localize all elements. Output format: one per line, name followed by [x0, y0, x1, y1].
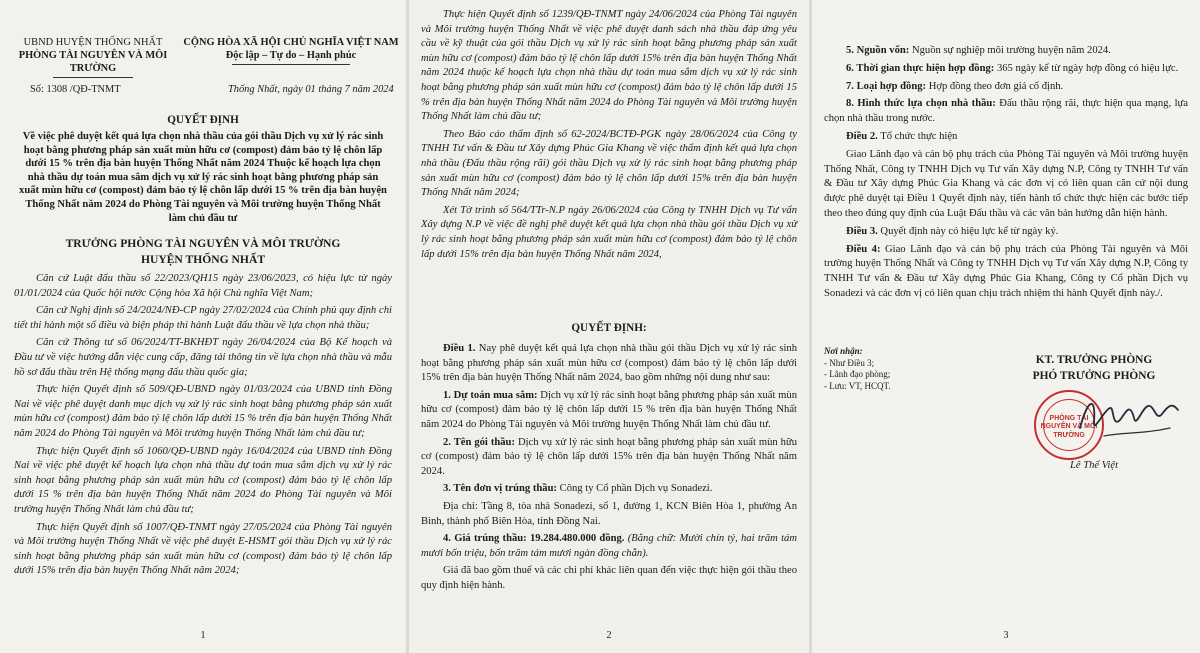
- recipients: [824, 346, 974, 392]
- decision-body: [421, 342, 797, 597]
- article-text: Tổ chức thực hiện: [877, 130, 958, 142]
- article-2: [824, 130, 1188, 145]
- authority-line-2: HUYỆN THỐNG NHẤT: [140, 253, 266, 266]
- national-motto: [180, 36, 402, 65]
- document-number: Số: 1308 /QĐ-TNMT: [30, 84, 121, 95]
- clause-8: [824, 97, 1188, 127]
- clause-text: Nguồn sự nghiệp môi trường huyện năm 2024.: [909, 45, 1111, 56]
- clause-label: 7. Loại hợp đồng:: [846, 80, 927, 92]
- clause-text: Hợp đồng theo đơn giá cố định.: [926, 80, 1064, 92]
- article-text: Giao Lãnh đạo và cán bộ phụ trách của Phòng Tài nguyên và Môi trường huyện Thống Nhất và Công ty TNHH Dịch vụ Tư vấn Xây dựng N.P, Công ty TNHH Tư vấn & Đầu tư Xây dựng Phúc Gia Khang, Công ty Cổ phần Dịch vụ Sonadezi và các đơn vị có liên quan chịu trách nhiệm thi hành Quyết định này./.: [824, 243, 1188, 299]
- document-subject: Về việc phê duyệt kết quả lựa chọn nhà thầu của gói thầu Dịch vụ xử lý rác sinh hoạt bằng phương pháp sản xuất mùn hữu cơ (compost) đảm bảo tỷ lệ chôn lấp dưới 15 % trên địa bàn huyện Thống Nhất năm 2024 Thuộc kế hoạch lựa chọn nhà thầu dự toán mua sắm dịch vụ xử lý rác sinh hoạt bằng phương pháp sản xuất mùn hữu cơ (compost) đảm bảo tỷ lệ chôn lấp dưới 15 % trên địa bàn huyện Thống Nhất năm 2024 do Phòng Tài nguyên và Môi trường huyện Thống Nhất làm chủ đầu tư: [19, 131, 387, 224]
- clause-label: 8. Hình thức lựa chọn nhà thầu:: [846, 98, 996, 110]
- authority-line-1: TRƯỞNG PHÒNG TÀI NGUYÊN VÀ MÔI TRƯỜNG: [65, 237, 341, 250]
- clause-text: Dịch vụ xử lý rác sinh hoạt bằng phương pháp sản xuất mùn hữu cơ (compost) đảm bảo tỷ lệ chôn lấp dưới 15 % trên địa bàn huyện Thống Nhất năm 2024 do Phòng Tài nguyên và Môi trường huyện Thống Nhất làm chủ đầu tư.: [421, 389, 797, 430]
- clause-label: 3. Tên đơn vị trúng thầu:: [443, 483, 557, 495]
- handwritten-signature: [1074, 388, 1184, 448]
- article-2-body: Giao Lãnh đạo và cán bộ phụ trách của Phòng Tài nguyên và Môi trường huyện Thống Nhất, Công ty TNHH Dịch vụ Tư vấn Xây dựng N.P, Công ty TNHH Tư vấn & Đầu tư Xây dựng Phúc Gia Khang và các đơn vị có liên quan căn cứ nội dung được phê duyệt tại Điều 1 Quyết định này, tiến hành tổ chức thực hiện các bước tiếp theo theo đúng quy định của Luật Đấu thầu và các văn bản hướng dẫn hiện hành.: [824, 148, 1188, 219]
- article-label: Điều 2.: [846, 130, 878, 142]
- legal-basis-item: Thực hiện Quyết định số 1060/QĐ-UBND ngày 16/04/2024 của UBND tỉnh Đồng Nai về việc phê duyệt kế hoạch lựa chọn nhà thầu dự toán mua sắm dịch vụ xử lý rác sinh hoạt bằng phương pháp sản xuất mùn hữu cơ (compost) đảm bảo tỷ lệ chôn lấp dưới 15 % trên địa bàn huyện Thống Nhất năm 2024 do Phòng Tài nguyên và Môi trường huyện Thống Nhất làm chủ đầu tư;: [14, 445, 392, 515]
- recipient-item: - Lãnh đạo phòng;: [824, 369, 891, 380]
- clause-2: [421, 436, 797, 480]
- page-number: 3: [1003, 630, 1009, 641]
- recipients-title: Nơi nhận:: [824, 346, 863, 356]
- stamp-text: PHÒNG TÀI NGUYÊN VÀ MÔI TRƯỜNG: [1040, 415, 1098, 439]
- legal-basis-item: Căn cứ Luật đấu thầu số 22/2023/QH15 ngày 23/06/2023, có hiệu lực từ ngày 01/01/2024 của Quốc hội nước Cộng hòa Xã hội Chủ nghĩa Việt Nam;: [14, 273, 392, 299]
- recipient-item: - Như Điều 3;: [824, 357, 875, 368]
- recipient-item: - Lưu: VT, HCQT.: [824, 380, 891, 391]
- agency-parent: UBND HUYỆN THỐNG NHẤT: [23, 37, 163, 48]
- document-date: Thống Nhất, ngày 01 tháng 7 năm 2024: [228, 84, 394, 95]
- divider: [232, 64, 350, 65]
- decision-heading: QUYẾT ĐỊNH:: [571, 322, 647, 334]
- article-text: Nay phê duyệt kết quả lựa chọn nhà thầu gói thầu Dịch vụ xử lý rác sinh hoạt bằng phương pháp sản xuất mùn hữu cơ (compost) đảm bảo tỷ lệ chôn lấp dưới 15% trên địa bàn huyện Thống Nhất năm 2024, bao gồm những nội dung như sau:: [421, 343, 798, 384]
- decision-body-continued: [824, 44, 1188, 305]
- clause-7: [824, 80, 1188, 95]
- signer-position: PHÓ TRƯỞNG PHÒNG: [1032, 370, 1156, 382]
- clause-text: Đấu thầu rộng rãi, thực hiện qua mạng, lựa chọn nhà thầu trong nước.: [824, 98, 1188, 125]
- legal-basis-item: Theo Báo cáo thẩm định số 62-2024/BCTĐ-PGK ngày 28/06/2024 của Công ty TNHH Tư vấn & Đầu tư Xây dựng Phúc Gia Khang về việc thẩm định kết quả lựa chọn nhà thầu (Đấu thầu rộng rãi) gói thầu Dịch vụ xử lý rác sinh hoạt bằng phương pháp sản xuất mùn hữu cơ (compost) đảm bảo tỷ lệ chôn lấp dưới 15% trên địa bàn huyện Thống Nhất năm 2024;: [421, 128, 797, 199]
- issuing-authority: [0, 236, 406, 268]
- document-page-2: [409, 0, 809, 653]
- clause-text: (Bằng chữ: Mười chín tỷ, hai trăm tám mươi bốn triệu, bốn trăm tám mươi ngàn đồng chẵn).: [421, 533, 797, 559]
- legal-basis-continued: [421, 8, 797, 265]
- legal-basis-item: Căn cứ Thông tư số 06/2024/TT-BKHĐT ngày 26/04/2024 của Bộ Kế hoạch và Đầu tư về việc hướng dẫn việc cung cấp, đăng tải thông tin về lựa chọn nhà thầu và mẫu hồ sơ đấu thầu trên Hệ thống mạng đấu thầu quốc gia;: [14, 337, 392, 378]
- article-label: Điều 1.: [443, 343, 476, 354]
- legal-basis-item: Thực hiện Quyết định số 509/QĐ-UBND ngày 01/03/2024 của UBND tỉnh Đồng Nai về việc phê duyệt danh mục dịch vụ xử lý rác sinh hoạt bằng phương pháp sản xuất mùn hữu cơ (compost) đảm bảo tỷ lệ chôn lấp dưới 15 % trên địa bàn huyện Thống Nhất năm 2024 do Phòng Tài nguyên và Môi trường huyện Thống Nhất làm chủ đầu tư;: [14, 384, 392, 439]
- motto: Độc lập – Tự do – Hạnh phúc: [225, 50, 357, 61]
- article-text: Quyết định này có hiệu lực kể từ ngày ký.: [877, 225, 1059, 237]
- contractor-address: Địa chỉ: Tầng 8, tòa nhà Sonadezi, số 1, đường 1, KCN Biên Hòa 1, phường An Bình, thành phố Biên Hòa, tỉnh Đồng Nai.: [421, 500, 797, 527]
- document-page-1: [0, 0, 406, 653]
- agency-name: PHÒNG TÀI NGUYÊN VÀ MÔI TRƯỜNG: [18, 50, 168, 74]
- legal-basis-item: Thực hiện Quyết định số 1239/QĐ-TNMT ngày 24/06/2024 của Phòng Tài nguyên và Môi trường huyện Thống Nhất về việc phê duyệt danh sách nhà thầu đáp ứng yêu cầu về kỹ thuật của gói thầu Dịch vụ xử lý rác sinh hoạt bằng phương pháp sản xuất mùn hữu cơ (compost) đảm bảo tỷ lệ chôn lấp dưới 15% trên địa bàn huyện Thống Nhất năm 2024 thuộc kế hoạch lựa chọn nhà thầu dự toán mua sắm dịch vụ xử lý rác sinh hoạt bằng phương pháp sản xuất mùn hữu cơ (compost) đảm bảo tỷ lệ chôn lấp dưới 15 % trên địa bàn huyện Thống Nhất năm 2024 do Phòng Tài nguyên và Môi trường huyện Thống Nhất làm chủ đầu tư;: [421, 9, 797, 123]
- divider: [53, 77, 133, 78]
- clause-label: 6. Thời gian thực hiện hợp đồng:: [846, 62, 995, 74]
- article-4: [824, 243, 1188, 302]
- article-label: Điều 4:: [846, 243, 881, 255]
- article-1: [421, 342, 797, 386]
- clause-label: 4. Giá trúng thầu: 19.284.480.000 đồng.: [443, 533, 625, 545]
- page-number: 2: [606, 630, 612, 641]
- clause-text: Công ty Cổ phần Dịch vụ Sonadezi.: [557, 483, 713, 495]
- country-name: CỘNG HÒA XÃ HỘI CHỦ NGHĨA VIỆT NAM: [183, 37, 399, 48]
- page-number: 1: [200, 630, 206, 641]
- clause-label: 5. Nguồn vốn:: [846, 45, 910, 56]
- legal-basis-item: Thực hiện Quyết định số 1007/QĐ-TNMT ngày 27/05/2024 của Phòng Tài nguyên và Môi trường huyện Thống Nhất về việc phê duyệt E-HSMT gói thầu Dịch vụ xử lý rác sinh hoạt bằng phương pháp sản xuất mùn hữu cơ (compost) đảm bảo tỷ lệ chôn lấp dưới 15% trên địa bàn huyện Thống Nhất năm 2024;: [14, 521, 392, 577]
- clause-text: 365 ngày kể từ ngày hợp đồng có hiệu lực.: [994, 62, 1179, 74]
- signer-title: KT. TRƯỞNG PHÒNG: [1035, 354, 1153, 366]
- clause-3: [421, 482, 797, 497]
- article-label: Điều 3.: [846, 225, 878, 237]
- clause-6: [824, 62, 1188, 77]
- legal-basis-item: Căn cứ Nghị định số 24/2024/NĐ-CP ngày 27/02/2024 của Chính phủ quy định chi tiết thi hành một số điều và biện pháp thi hành Luật đấu thầu về lựa chọn nhà thầu;: [14, 305, 392, 331]
- legal-basis-item: Xét Tờ trình số 564/TTr-N.P ngày 26/06/2024 của Công ty TNHH Dịch vụ Tư vấn Xây dựng N.P về việc đề nghị phê duyệt kết quả lựa chọn nhà thầu gói thầu Dịch vụ xử lý rác sinh hoạt bằng phương pháp sản xuất mùn hữu cơ (compost) đảm bảo tỷ lệ chôn lấp dưới 15% trên địa bàn huyện Thống Nhất năm 2024,: [421, 204, 797, 260]
- clause-5: [824, 44, 1188, 59]
- issuing-agency: [8, 36, 178, 78]
- clause-label: 2. Tên gói thầu:: [443, 436, 515, 448]
- clause-1: [421, 389, 797, 433]
- clause-4: [421, 532, 797, 561]
- clause-label: 1. Dự toán mua sắm:: [443, 389, 538, 401]
- article-3: [824, 225, 1188, 240]
- document-page-3: [812, 0, 1200, 653]
- price-note: Giá đã bao gồm thuế và các chi phí khác liên quan đến việc thực hiện gói thầu theo quy định hiện hành.: [421, 565, 797, 591]
- clause-text: Dịch vụ xử lý rác sinh hoạt bằng phương pháp sản xuất mùn hữu cơ (compost) đảm bảo tỷ lệ chôn lấp dưới 15% trên địa bàn huyện Thống Nhất năm 2024.: [421, 436, 797, 477]
- legal-basis: [14, 272, 392, 582]
- document-title: QUYẾT ĐỊNH: [167, 114, 239, 126]
- signer-name: Lê Thế Việt: [1069, 460, 1119, 471]
